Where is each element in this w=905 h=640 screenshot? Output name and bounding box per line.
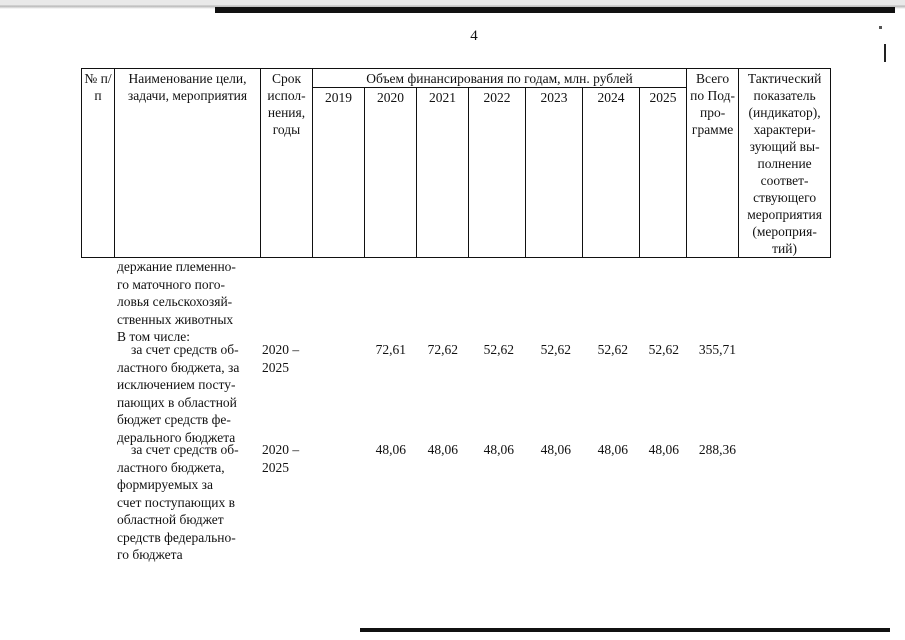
page-number: 4 <box>470 28 478 44</box>
text-line: го маточного пого- <box>117 276 226 292</box>
text-line: за счет средств об- <box>131 442 239 457</box>
row-1-value-2024: 52,62 <box>597 342 628 357</box>
row-1-term <box>262 341 308 376</box>
row-2-value-2022: 48,06 <box>483 442 514 457</box>
row-1-value-2020: 72,61 <box>375 342 406 357</box>
col-header-year: 2021 <box>417 88 469 258</box>
col-header-term: Срок испол-нения, годы <box>261 69 313 258</box>
text-line: ственных животных <box>117 311 234 327</box>
text-line: дерального бюджета <box>117 429 236 445</box>
scan-top-border <box>215 7 895 13</box>
scan-bottom-border <box>360 628 890 632</box>
text-line: го бюджета <box>117 547 183 562</box>
text-line: ловья сельскохозяй- <box>117 294 233 309</box>
row-2-value-2021: 48,06 <box>427 442 458 457</box>
col-header-year: 2023 <box>526 88 583 258</box>
text-line: держание племенно- <box>117 259 236 274</box>
text-line: исключением посту- <box>117 377 236 392</box>
text-line: средств федерально- <box>117 529 236 545</box>
text-line: счет поступающих в <box>117 494 235 510</box>
col-header-name: Наименование цели, задачи, мероприятия <box>115 69 261 258</box>
row-1-value-2021: 72,62 <box>427 342 458 357</box>
row-2-value-2025: 48,06 <box>648 442 679 457</box>
row-1-value-2023: 52,62 <box>540 342 571 357</box>
subheading: В том числе: <box>117 329 190 344</box>
text-line: 2025 <box>262 459 289 475</box>
text-line: за счет средств об- <box>131 342 239 357</box>
text-line: областной бюджет <box>117 512 224 527</box>
row-2-total: 288,36 <box>698 442 736 457</box>
row-2-value-2020: 48,06 <box>375 442 406 457</box>
row-2-value-2024: 48,06 <box>597 442 628 457</box>
col-header-indicator: Тактический показатель (индикатор), характери-зующий вы-полнение соответ-ствующего мероприятия (мероприя-тий) <box>739 69 831 258</box>
text-line: 2025 <box>262 359 289 375</box>
col-header-total: Всего по Под-про-грамме <box>687 69 739 258</box>
scan-artifact <box>879 26 882 29</box>
text-line: бюджет средств фе- <box>117 412 231 427</box>
col-header-year: 2024 <box>583 88 640 258</box>
col-header-year: 2022 <box>469 88 526 258</box>
text-line: 2020 – <box>262 442 300 457</box>
col-header-num: № п/п <box>82 69 115 258</box>
text-line: 2020 – <box>262 342 300 357</box>
row-1-total: 355,71 <box>698 342 736 357</box>
row-1-name <box>117 341 257 446</box>
activity-name-continuation <box>117 258 257 346</box>
col-header-funding: Объем финансирования по годам, млн. рублей <box>313 69 687 88</box>
text-line: ластного бюджета, за <box>117 359 240 375</box>
col-header-year: 2025 <box>640 88 687 258</box>
col-header-year: 2019 <box>313 88 365 258</box>
text-line: ластного бюджета, <box>117 459 225 475</box>
row-2-value-2023: 48,06 <box>540 442 571 457</box>
row-2-term <box>262 441 308 476</box>
row-1-value-2025: 52,62 <box>648 342 679 357</box>
scan-margin-mark <box>884 44 886 62</box>
table-header <box>81 68 831 258</box>
col-header-year: 2020 <box>365 88 417 258</box>
row-1-value-2022: 52,62 <box>483 342 514 357</box>
text-line: пающих в областной <box>117 394 237 410</box>
text-line: формируемых за <box>117 477 214 492</box>
row-2-name <box>117 441 257 564</box>
